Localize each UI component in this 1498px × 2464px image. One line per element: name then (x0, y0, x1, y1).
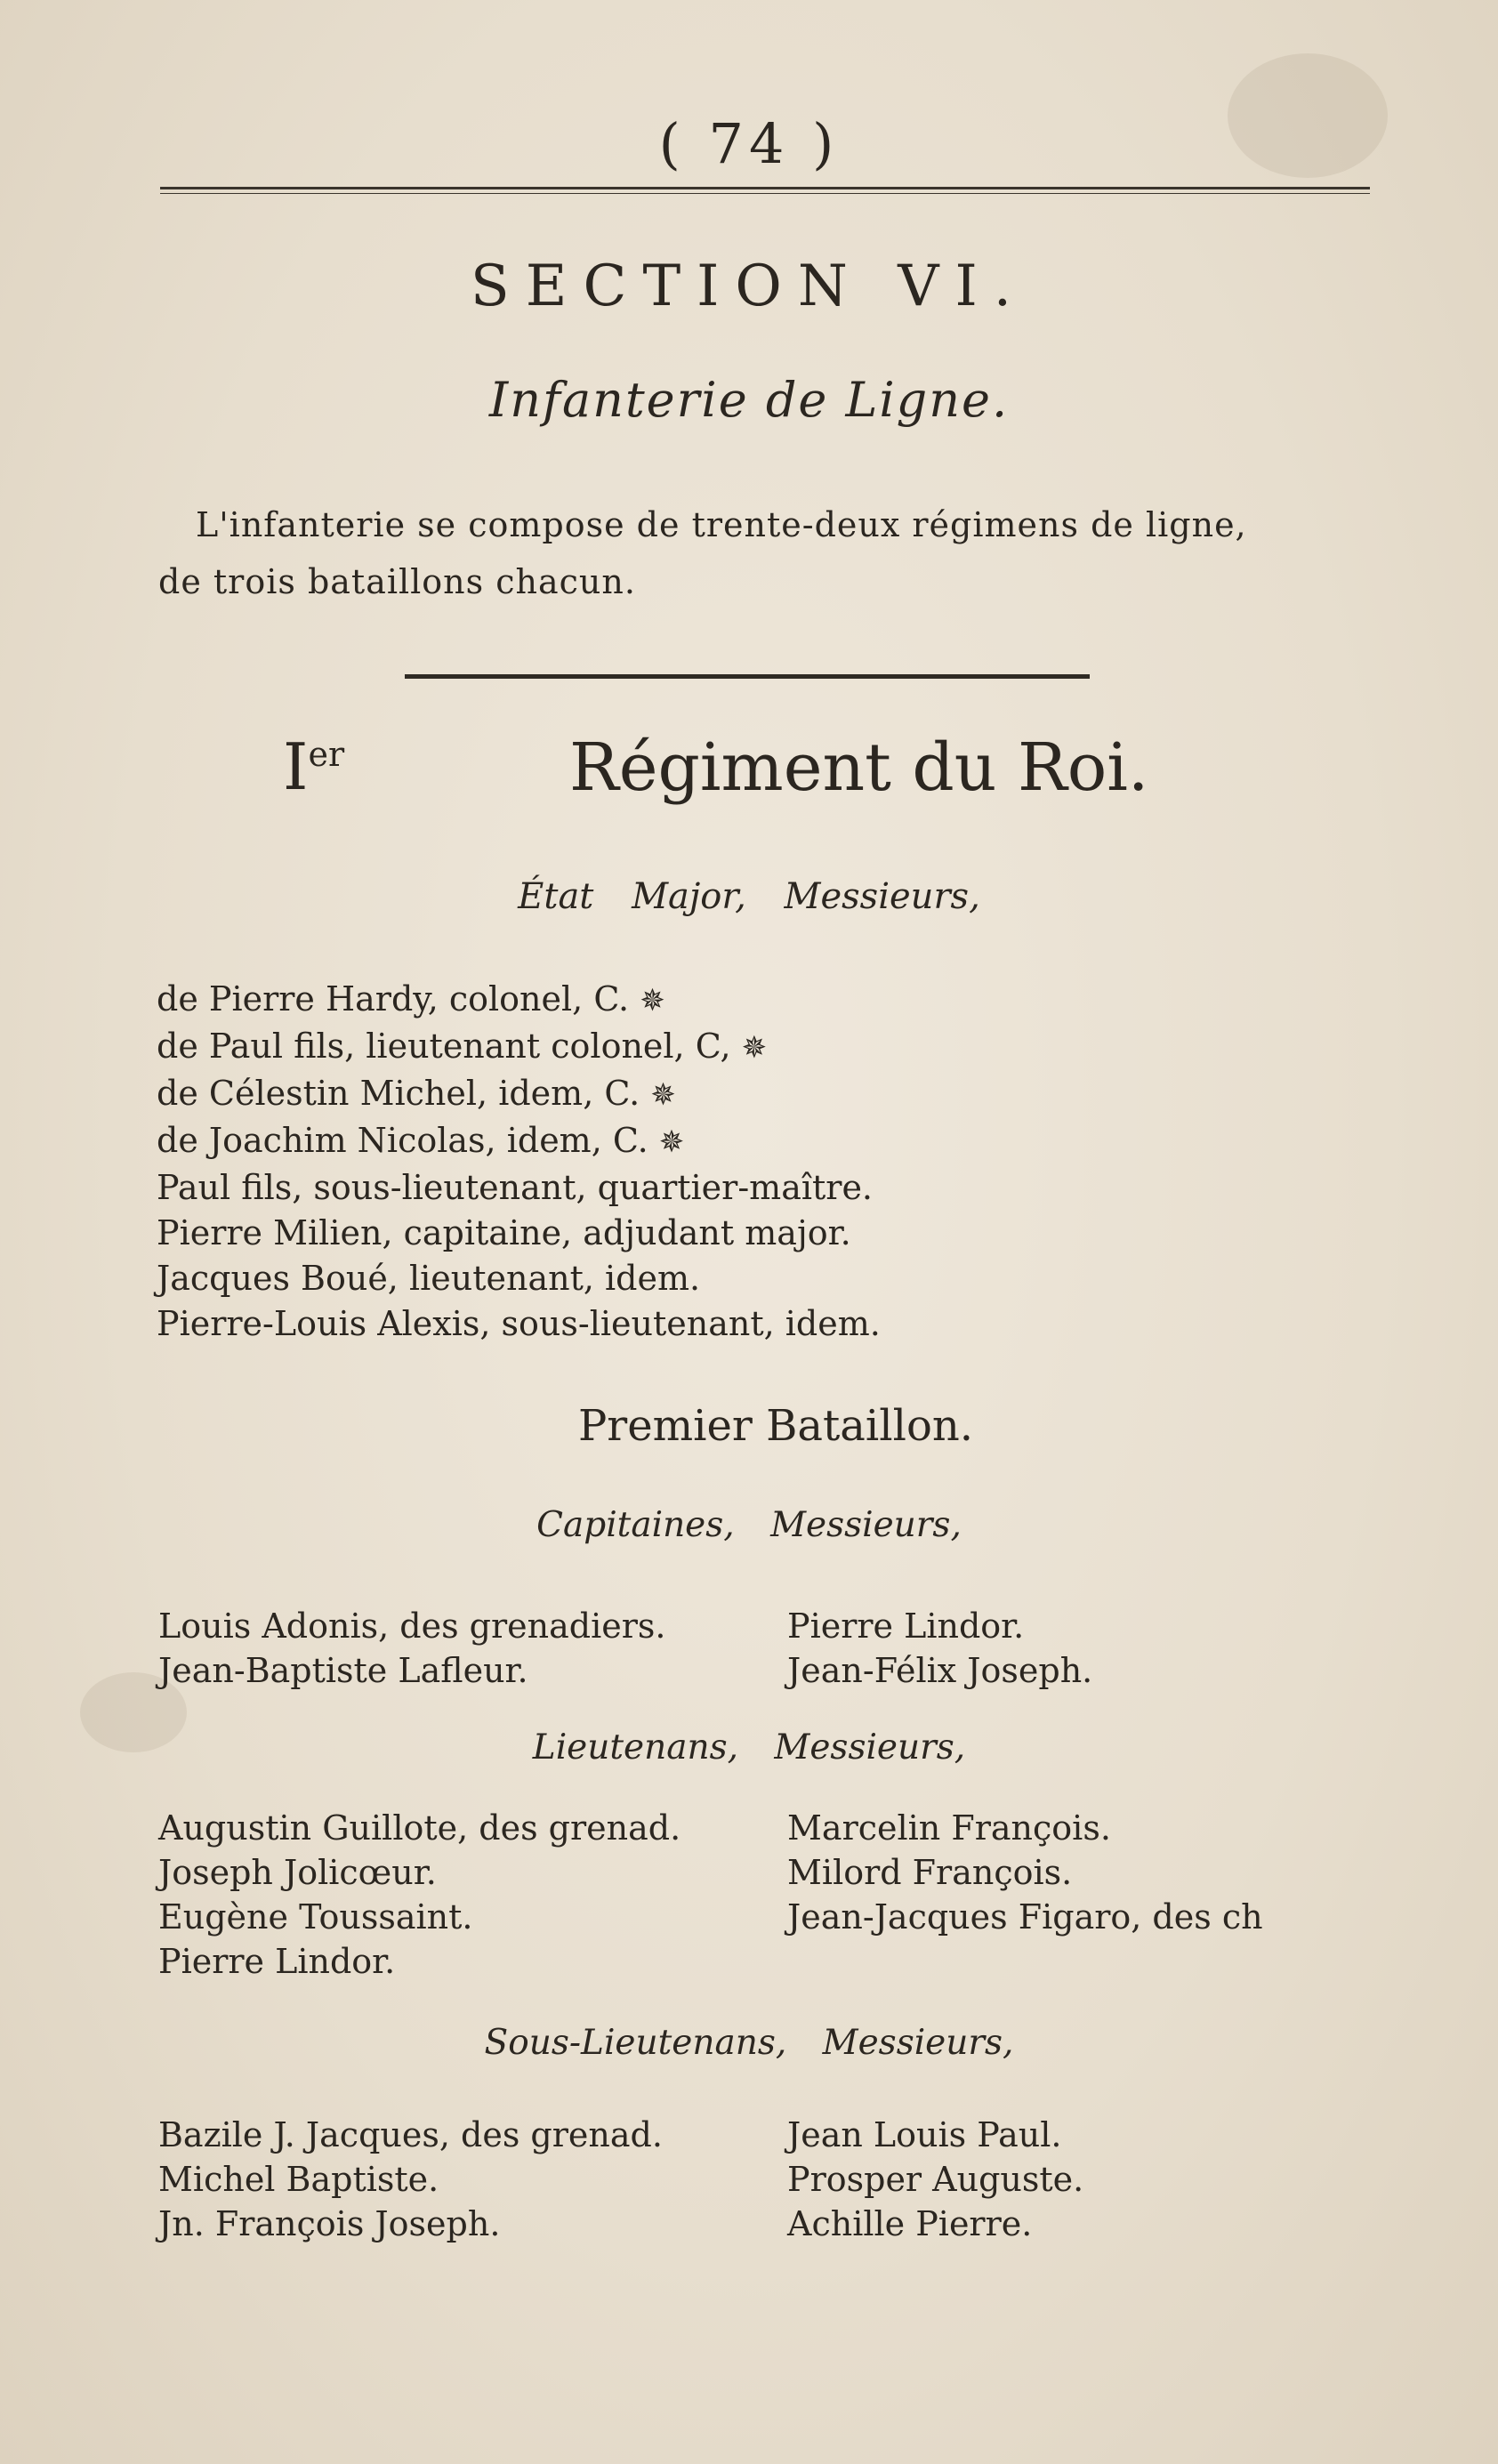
staff-entry-text: de Paul fils, lieutenant colonel, C, (157, 1027, 731, 1066)
section-subtitle: Infanterie de Ligne. (488, 372, 1010, 428)
list-item: Jn. François Joseph. (158, 2204, 501, 2243)
list-item: Eugène Toussaint. (158, 1897, 473, 1937)
lieutenans-right-column (787, 1806, 1263, 1939)
section-title: SECTION VI. (470, 254, 1028, 319)
staff-entry: Pierre Milien, capitaine, adjudant major. (157, 1213, 851, 1252)
list-item: Jean Louis Paul. (787, 2115, 1062, 2154)
order-star-icon: ✵ (640, 983, 665, 1019)
staff-entry-text: de Pierre Hardy, colonel, C. (157, 979, 630, 1019)
battalion-title: Premier Bataillon. (577, 1401, 974, 1451)
staff-entry (157, 1071, 881, 1118)
etat-major-heading: État Major, Messieurs, (518, 876, 980, 917)
capitaines-left-column (158, 1604, 665, 1693)
regiment-title: Régiment du Roi. (569, 729, 1149, 806)
staff-entry: Paul fils, sous-lieutenant, quartier-maître. (157, 1168, 874, 1207)
list-item: Augustin Guillote, des grenad. (158, 1808, 681, 1848)
list-item: Jean-Baptiste Lafleur. (158, 1651, 528, 1690)
regiment-number-sup: er (308, 735, 345, 774)
sous-lieutenans-heading: Sous-Lieutenans, Messieurs, (484, 2023, 1014, 2063)
list-item: Pierre Lindor. (787, 1606, 1025, 1646)
staff-entry (157, 1024, 881, 1071)
list-item: Bazile J. Jacques, des grenad. (158, 2115, 663, 2154)
list-item: Jean-Félix Joseph. (787, 1651, 1093, 1690)
staff-entry (157, 977, 881, 1024)
divider-rule (405, 674, 1090, 679)
list-item: Louis Adonis, des grenadiers. (158, 1606, 666, 1646)
list-item: Pierre Lindor. (158, 1942, 396, 1981)
header-rule (160, 187, 1370, 189)
staff-entry: Jacques Boué, lieutenant, idem. (157, 1259, 701, 1298)
sous-lieutenans-right-column (787, 2113, 1083, 2246)
staff-entry: Pierre-Louis Alexis, sous-lieutenant, idem. (157, 1304, 881, 1343)
order-star-icon: ✵ (658, 1124, 685, 1160)
order-star-icon: ✵ (741, 1030, 768, 1066)
list-item: Joseph Jolicœur. (158, 1853, 437, 1892)
list-item: Jean-Jacques Figaro, des ch (787, 1897, 1263, 1937)
staff-entry (157, 1118, 881, 1165)
list-item: Prosper Auguste. (787, 2160, 1084, 2199)
staff-entry-text: de Joachim Nicolas, idem, C. (157, 1121, 648, 1160)
capitaines-heading: Capitaines, Messieurs, (536, 1505, 962, 1545)
list-item: Marcelin François. (787, 1808, 1111, 1848)
list-item: Michel Baptiste. (158, 2160, 439, 2199)
staff-entry-text: de Célestin Michel, idem, C. (157, 1074, 640, 1113)
list-item: Achille Pierre. (787, 2204, 1033, 2243)
lieutenans-left-column (158, 1806, 681, 1984)
regiment-number (283, 729, 344, 804)
list-item: Milord François. (787, 1853, 1073, 1892)
intro-line-1: L'infanterie se compose de trente-deux régimens de ligne, (196, 505, 1247, 544)
intro-line-2: de trois bataillons chacun. (158, 562, 636, 601)
etat-major-list (157, 977, 881, 1347)
order-star-icon: ✵ (650, 1077, 676, 1113)
capitaines-right-column (787, 1604, 1092, 1693)
sous-lieutenans-left-column (158, 2113, 663, 2246)
page-number: ( 74 ) (658, 111, 840, 176)
regiment-number-main: I (283, 729, 309, 804)
header-rule-thin (160, 193, 1370, 194)
lieutenans-heading: Lieutenans, Messieurs, (532, 1727, 966, 1767)
